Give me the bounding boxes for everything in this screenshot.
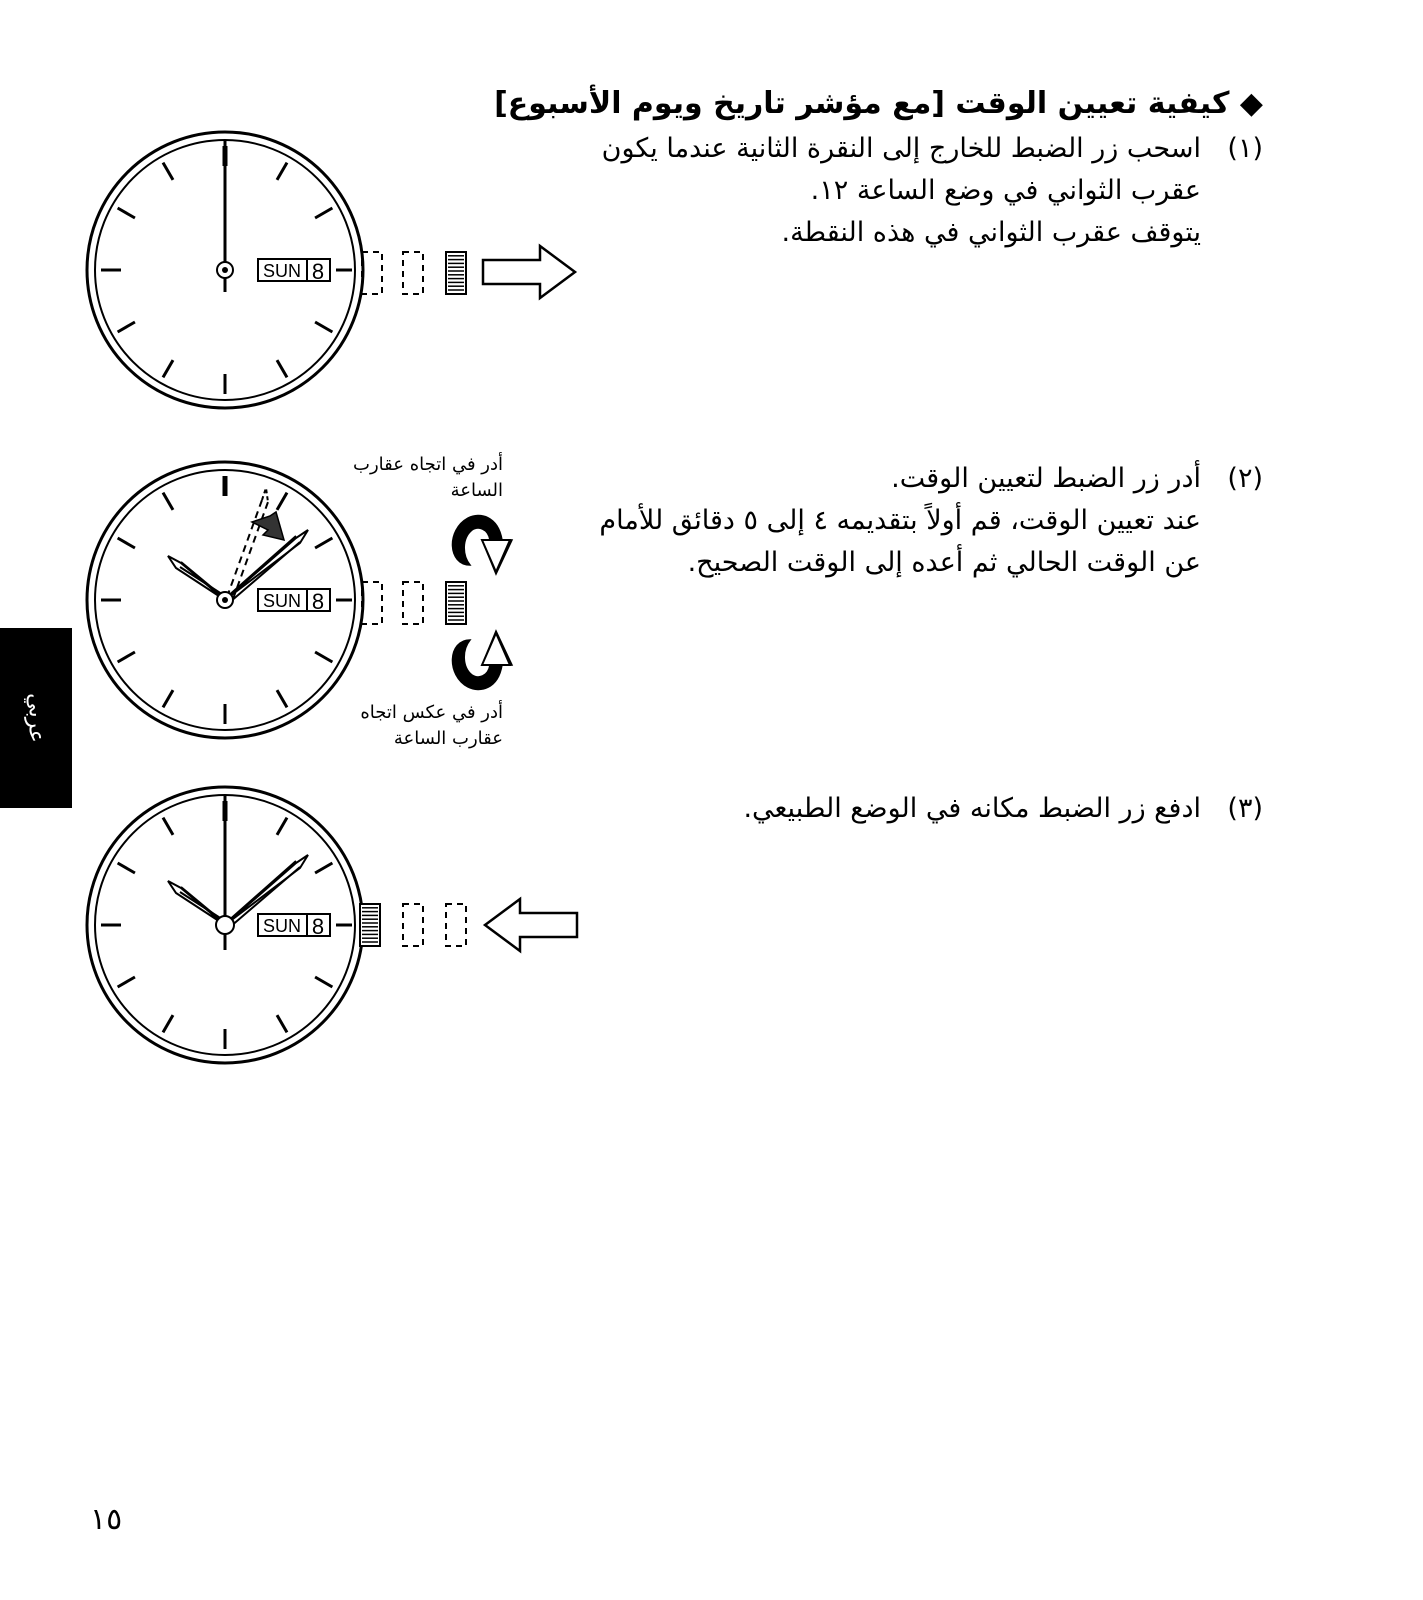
crown-position-second-click bbox=[446, 904, 466, 946]
hour-marker bbox=[163, 1015, 173, 1032]
hour-marker bbox=[163, 163, 173, 180]
day-display: SUN bbox=[262, 591, 302, 611]
clockwise-label: أدر في اتجاه عقارب الساعة bbox=[353, 454, 503, 501]
step-number: (٢) bbox=[1227, 463, 1263, 494]
push-in-arrow-icon bbox=[485, 899, 577, 951]
hour-marker bbox=[315, 322, 332, 332]
hour-marker bbox=[163, 818, 173, 835]
crown-icon bbox=[446, 582, 466, 624]
hand-pivot bbox=[216, 916, 234, 934]
hour-marker bbox=[118, 652, 135, 662]
crown-position-first-click bbox=[403, 252, 423, 294]
hand-pivot-center bbox=[222, 267, 228, 273]
hour-marker bbox=[277, 493, 287, 510]
watch-diagram-1 bbox=[87, 132, 575, 408]
crown-position-first-click bbox=[403, 904, 423, 946]
hour-marker bbox=[315, 538, 332, 548]
watch-diagram-3 bbox=[87, 787, 577, 1063]
step-line: ادفع زر الضبط مكانه في الوضع الطبيعي. bbox=[743, 793, 1201, 824]
hand-pivot-center bbox=[222, 597, 228, 603]
hour-marker bbox=[163, 360, 173, 377]
watch-diagram-2 bbox=[87, 462, 512, 738]
hour-marker bbox=[315, 652, 332, 662]
hour-marker bbox=[315, 208, 332, 218]
hour-marker bbox=[118, 208, 135, 218]
crown-position-normal bbox=[362, 582, 382, 624]
date-display: 8 bbox=[311, 589, 325, 614]
hour-marker bbox=[277, 163, 287, 180]
counterclockwise-rotate-icon bbox=[452, 631, 512, 689]
crown-position-normal bbox=[362, 252, 382, 294]
hour-marker bbox=[277, 1015, 287, 1032]
counterclockwise-label: أدر في عكس اتجاه عقارب الساعة bbox=[360, 702, 503, 749]
step-line: يتوقف عقرب الثواني في هذه النقطة. bbox=[781, 217, 1201, 248]
crown-icon bbox=[446, 252, 466, 294]
language-tab: عربي bbox=[0, 628, 72, 808]
hour-marker bbox=[163, 493, 173, 510]
step-line: أدر زر الضبط لتعيين الوقت. bbox=[891, 463, 1201, 494]
step-line: عقرب الثواني في وضع الساعة ١٢. bbox=[810, 175, 1201, 206]
date-display: 8 bbox=[311, 914, 325, 939]
page-number: ١٥ bbox=[90, 1502, 123, 1537]
crown-icon bbox=[360, 904, 380, 946]
clockwise-rotate-icon bbox=[452, 516, 512, 574]
step-number: (١) bbox=[1227, 133, 1263, 164]
hour-marker bbox=[315, 977, 332, 987]
hour-marker bbox=[277, 818, 287, 835]
crown-position-first-click bbox=[403, 582, 423, 624]
hour-marker bbox=[315, 863, 332, 873]
hour-marker bbox=[277, 690, 287, 707]
hour-marker bbox=[118, 863, 135, 873]
day-display: SUN bbox=[262, 261, 302, 281]
step-line: عن الوقت الحالي ثم أعده إلى الوقت الصحيح. bbox=[687, 547, 1201, 578]
page-heading: ◆ كيفية تعيين الوقت [مع مؤشر تاريخ ويوم الأسبوع] bbox=[494, 86, 1263, 121]
step-line: اسحب زر الضبط للخارج إلى النقرة الثانية عندما يكون bbox=[601, 133, 1201, 164]
hour-marker bbox=[118, 322, 135, 332]
step-number: (٣) bbox=[1227, 793, 1263, 824]
hour-marker bbox=[118, 538, 135, 548]
hour-marker bbox=[118, 977, 135, 987]
pull-out-arrow-icon bbox=[483, 246, 575, 298]
hour-marker bbox=[163, 690, 173, 707]
day-display: SUN bbox=[262, 916, 302, 936]
date-display: 8 bbox=[311, 259, 325, 284]
step-line: عند تعيين الوقت، قم أولاً بتقديمه ٤ إلى ٥ دقائق للأمام bbox=[599, 505, 1201, 536]
hour-marker bbox=[277, 360, 287, 377]
